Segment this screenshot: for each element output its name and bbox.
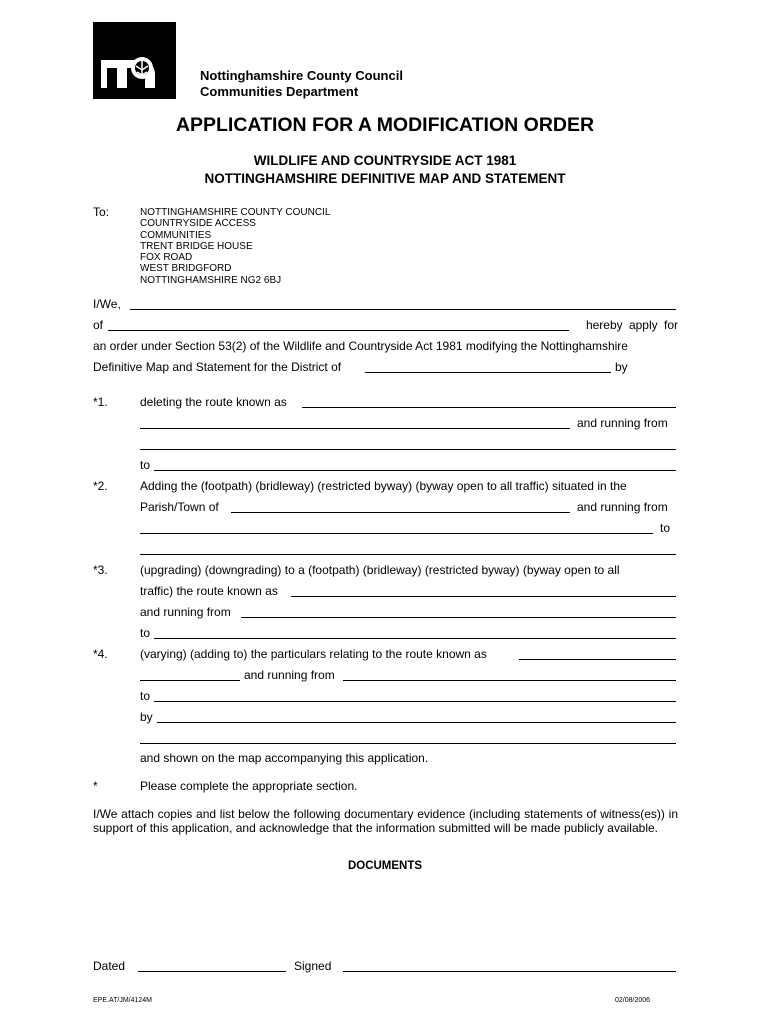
applicant-name-field[interactable]: [130, 309, 676, 310]
item-1-route-field-2[interactable]: [140, 428, 570, 429]
complete-note: Please complete the appropriate section.: [140, 779, 358, 793]
item-2-to-field[interactable]: [140, 554, 676, 555]
item-4-route-field-2[interactable]: [140, 680, 240, 681]
attach-paragraph: I/We attach copies and list below the following documentary evidence (including statements of witness(es)) in support of this application, and acknowledge that the information submitted will be made publicly available.: [93, 807, 678, 835]
address-line: COMMUNITIES: [140, 229, 212, 241]
item-3-to: to: [140, 626, 151, 640]
item-2-running-from: and running from: [577, 500, 668, 514]
item-4-by-field-2[interactable]: [140, 743, 676, 744]
item-2-number: *2.: [93, 479, 108, 493]
address-line: COUNTRYSIDE ACCESS: [140, 218, 256, 230]
district-field[interactable]: [365, 372, 611, 373]
signed-label: Signed: [294, 959, 332, 973]
by-text: by: [615, 360, 628, 374]
item-2-parish-field[interactable]: [231, 512, 570, 513]
footer-date: 02/08/2006: [615, 997, 651, 1004]
address-block: [140, 207, 330, 286]
item-4-text: (varying) (adding to) the particulars relating to the route known as: [140, 647, 487, 661]
org-line-1: Nottinghamshire County Council: [200, 68, 403, 83]
to-label: To:: [93, 205, 110, 219]
iwe-label: I/We,: [93, 297, 121, 311]
address-line: TRENT BRIDGE HOUSE: [140, 240, 253, 252]
item-4-number: *4.: [93, 647, 108, 661]
item-3-text: (upgrading) (downgrading) to a (footpath) (bridleway) (restricted byway) (byway open to all: [140, 563, 620, 577]
item-2-parish: Parish/Town of: [140, 500, 219, 514]
documents-heading: DOCUMENTS: [347, 860, 423, 872]
item-1-to: to: [140, 458, 151, 472]
item-2-text: Adding the (footpath) (bridleway) (restricted byway) (byway open to all traffic) situated in the: [140, 479, 627, 493]
item-3-route-field[interactable]: [291, 596, 676, 597]
of-label: of: [93, 318, 104, 332]
map-statement: and shown on the map accompanying this application.: [140, 751, 429, 765]
item-1-number: *1.: [93, 395, 108, 409]
item-3-to-field[interactable]: [154, 638, 676, 639]
footer-reference: EPE.AT/JM/4124M: [93, 997, 153, 1004]
map-subtitle: NOTTINGHAMSHIRE DEFINITIVE MAP AND STATEMENT: [204, 171, 566, 186]
district-text: Definitive Map and Statement for the District of: [93, 360, 342, 374]
item-1-to-field[interactable]: [154, 470, 676, 471]
asterisk-note-marker: *: [93, 779, 98, 793]
org-line-2: Communities Department: [200, 84, 359, 99]
item-2-from-field[interactable]: [140, 533, 653, 534]
address-line: FOX ROAD: [140, 252, 193, 264]
item-3-text-2: traffic) the route known as: [140, 584, 278, 598]
item-1-route-field[interactable]: [302, 407, 676, 408]
item-3-running-from: and running from: [140, 605, 231, 619]
address-line: WEST BRIDGFORD: [140, 263, 232, 275]
item-2-to: to: [660, 521, 671, 535]
item-4-by-field[interactable]: [157, 722, 676, 723]
item-3-number: *3.: [93, 563, 108, 577]
item-4-route-field[interactable]: [519, 659, 676, 660]
act-subtitle: WILDLIFE AND COUNTRYSIDE ACT 1981: [253, 153, 517, 168]
address-line: NOTTINGHAMSHIRE COUNTY COUNCIL: [140, 207, 331, 218]
dated-field[interactable]: [138, 971, 286, 972]
item-1-from-field[interactable]: [140, 449, 676, 450]
applicant-address-field[interactable]: [108, 330, 569, 331]
item-4-running-from: and running from: [244, 668, 335, 682]
item-3-from-field[interactable]: [241, 617, 676, 618]
order-text: an order under Section 53(2) of the Wildlife and Countryside Act 1981 modifying the Nottinghamshire: [93, 339, 628, 353]
hereby-apply-text: hereby apply for: [585, 318, 678, 332]
item-1-text: deleting the route known as: [140, 395, 287, 409]
item-4-to: to: [140, 689, 151, 703]
item-4-by: by: [140, 710, 153, 724]
item-4-from-field[interactable]: [343, 680, 676, 681]
page-title: APPLICATION FOR A MODIFICATION ORDER: [175, 114, 595, 136]
organisation-name: [200, 68, 403, 100]
signature-field[interactable]: [343, 971, 676, 972]
dated-label: Dated: [93, 959, 126, 973]
address-line: NOTTINGHAMSHIRE NG2 6BJ: [140, 274, 282, 286]
council-logo-icon: [93, 22, 176, 99]
item-4-to-field[interactable]: [154, 701, 676, 702]
item-1-running-from: and running from: [577, 416, 668, 430]
